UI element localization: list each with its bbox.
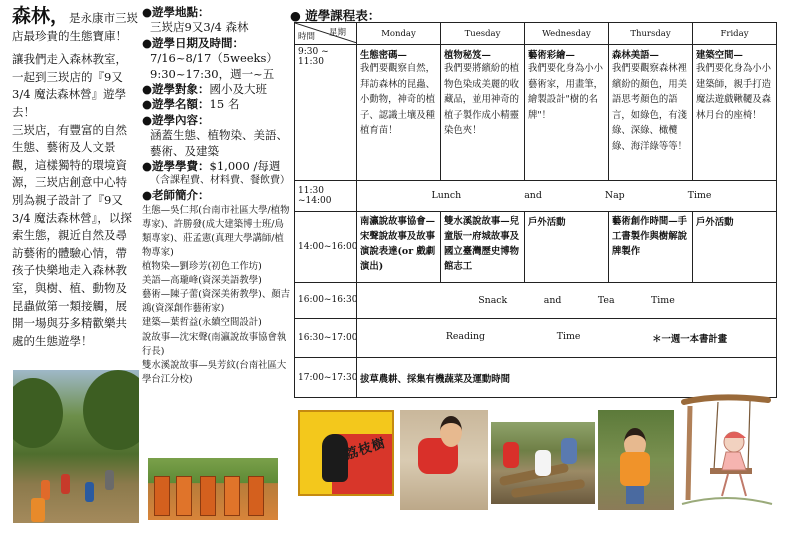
schedule-table <box>294 22 777 398</box>
fabric-strip <box>154 476 170 516</box>
day-header: Wednesday <box>525 23 609 45</box>
sign-text: 荔枝樹 <box>343 435 388 464</box>
intro-heading <box>12 5 139 45</box>
morning-row <box>295 45 777 181</box>
teacher-entry: 生態—吳仁邦(台南市社區大學/植物專家)、許勝發(成大建築博士班/鳥類專家)、莊孟憲(真理大學講師/植物專家) <box>142 204 290 258</box>
swing-illustration <box>678 392 774 510</box>
span-word: Snack <box>478 294 508 306</box>
info-value: 9:30~17:30，週一~五 <box>150 66 275 81</box>
intro-title: 森林， <box>12 5 70 27</box>
reading-note: ＊一週一本書計畫 <box>652 333 728 345</box>
intro-title-after: 是永康市三崁店最珍貴的生態寶庫！ <box>12 11 139 43</box>
schedule-title: ● 遊學課程表： <box>290 8 381 23</box>
tree-sign-photo <box>298 410 394 496</box>
corner-weekday: 星期 <box>328 28 346 38</box>
reading-row <box>295 318 777 358</box>
child-figure <box>503 442 519 468</box>
activity-cell: 戶外活動 <box>525 211 609 283</box>
time-cell: 16:00~16:30 <box>295 283 357 318</box>
activity-cell <box>693 45 777 181</box>
shirt-shape <box>620 452 650 486</box>
activity-title: 建築空間— <box>696 50 743 62</box>
teacher-entry: 說故事—沈宋聲(南瀛說故事協會執行長) <box>142 331 287 357</box>
corner-time: 時間 <box>298 32 316 43</box>
intro-paragraph-2: 三崁店，有豐富的自然生態、藝術及人文景觀，這樣獨特的環境資源，三崁店創意中心特別為親子設計了『9又3/4 魔法森林營』，以探索生態，親近自然及尋訪藝術的體驗心情，帶孩子快樂地走入森林教室，與樹、植、動物及昆蟲做第一類接觸，展開一場與芬多精歡樂共處的生態遊學！ <box>12 122 132 348</box>
span-word: Time <box>651 294 675 306</box>
info-item <box>142 36 292 51</box>
lunch-cell <box>357 180 777 211</box>
info-column <box>142 5 292 387</box>
activity-title: 藝術彩繪— <box>528 50 575 62</box>
woodwork-photo <box>491 422 595 504</box>
span-word: Lunch <box>431 190 462 202</box>
time-cell: 16:30~17:00 <box>295 318 357 358</box>
activity-cell <box>609 45 693 181</box>
teacher-entry: 藝術—陳子蕾(資深美術教學)、顏吉鴻(資深創作藝術家) <box>142 289 290 315</box>
teacher-entry: 植物染—劉珍芳(初色工作坊) <box>142 261 262 273</box>
info-value: 涵蓋生態、植物染、美語、藝術、及建築 <box>150 128 288 158</box>
teacher-entry: 美語—高瓏峰(資深美語教學) <box>142 275 262 287</box>
activity-cell <box>525 45 609 181</box>
girl-photo <box>598 410 674 510</box>
info-label: ●遊學對象： <box>142 82 210 97</box>
span-word: Nap <box>604 190 625 202</box>
day-header: Tuesday <box>441 23 525 45</box>
teachers-label: ●老師簡介： <box>142 188 210 203</box>
info-item <box>142 159 292 174</box>
activity-description: 我們要化身為小小建築師，親手打造魔法遊戲鞦韆及森林月台的座椅！ <box>696 63 772 121</box>
intro-paragraph-1: 讓我們走入森林教室，一起到三崁店的『9又3/4 魔法森林營』遊學去！ <box>12 52 127 119</box>
teacher-entry: 雙水溪說故事—吳芳紋(台南社區大學台江分校) <box>142 359 287 385</box>
info-item <box>142 82 292 97</box>
forest-photo <box>13 370 139 523</box>
time-cell: 9:30 ~ 11:30 <box>295 45 357 181</box>
info-value: 7/16~8/17（5weeks） <box>150 51 278 66</box>
child-figure <box>105 470 114 490</box>
child-figure <box>561 438 577 464</box>
activity-cell: 南瀛說故事協會—宋聲說故事及故事演說表達(or 戲劇演出) <box>357 211 441 283</box>
info-label: ●遊學地點： <box>142 5 210 19</box>
lunch-words <box>360 190 773 201</box>
fabric-strip <box>200 476 216 516</box>
cat-figure <box>322 434 348 482</box>
span-word: and <box>543 294 562 306</box>
info-item <box>142 97 292 112</box>
tree-shape <box>13 378 63 448</box>
info-value: 15 名 <box>209 97 240 112</box>
info-label: ●遊學學費： <box>142 159 210 174</box>
reading-cell <box>357 318 777 358</box>
snack-cell <box>357 283 777 318</box>
snack-words <box>360 295 773 306</box>
hammock-photo <box>148 458 278 520</box>
activity-cell <box>357 45 441 181</box>
activity-title: 生態密碼— <box>360 50 407 62</box>
lunch-row <box>295 180 777 211</box>
info-value: $1,000 /每週 <box>209 159 281 174</box>
fabric-strip <box>248 476 264 516</box>
activity-cell: 戶外活動 <box>693 211 777 283</box>
activity-description: 我們要觀察自然，拜訪森林的昆蟲、小動物，神奇的植子、認識土壤及種植育苗！ <box>360 63 436 137</box>
head-shape <box>440 416 462 447</box>
span-word: and <box>524 190 542 202</box>
activity-description: 我們要將繽紛的植物色染成美麗的收藏品，並用神奇的植子製作成小精靈染色夾！ <box>444 63 520 137</box>
time-cell: 14:00~16:00 <box>295 211 357 283</box>
span-word: Tea <box>597 294 615 306</box>
info-label: ●遊學內容： <box>142 112 210 127</box>
activity-cell <box>441 45 525 181</box>
activity-cell: 藝術創作時間—手工書製作與樹解說牌製作 <box>609 211 693 283</box>
day-header: Friday <box>693 23 777 45</box>
day-header: Monday <box>357 23 441 45</box>
boy-photo <box>400 410 488 510</box>
activity-cell: 雙水溪說故事—兒童版一府城故事及國立臺灣歷史博物館志工 <box>441 211 525 283</box>
info-value: （含課程費、材料費、餐飲費） <box>150 175 290 187</box>
log-shape <box>511 479 586 498</box>
child-figure <box>41 480 50 500</box>
final-activity-cell: 拔草農耕、採集有機蔬菜及運動時間 <box>357 358 777 398</box>
info-value: 國小及大班 <box>209 82 268 97</box>
span-word: Reading <box>445 330 486 342</box>
activity-description: 我們要觀察森林裡繽紛的顏色，用美語思考顏色的語言，如綠色，有淺綠、深綠、橄欖綠、海洋綠等等！ <box>612 63 688 152</box>
reading-words <box>360 331 773 345</box>
activity-title: 森林美語— <box>612 50 659 62</box>
span-word: Time <box>687 190 712 202</box>
child-figure <box>535 450 551 476</box>
activity-title: 植物秘笈— <box>444 50 491 62</box>
intro-column <box>12 5 139 350</box>
activity-description: 我們要化身為小小藝術家，用畫筆，繪製設計"樹的名牌"！ <box>528 63 604 121</box>
afternoon-row <box>295 211 777 283</box>
info-item <box>142 113 292 128</box>
schedule-header-row <box>295 23 777 45</box>
fabric-strip <box>176 476 192 516</box>
corner-cell <box>295 23 357 45</box>
legs-shape <box>626 486 644 504</box>
span-word: Time <box>556 330 581 342</box>
time-cell: 11:30 ~14:00 <box>295 180 357 211</box>
info-value: 三崁店9又3/4 森林 <box>150 20 249 35</box>
info-label: ●遊學日期及時間： <box>142 35 245 50</box>
info-label: ●遊學名額： <box>142 97 210 112</box>
tree-shape <box>83 370 139 450</box>
day-header: Thursday <box>609 23 693 45</box>
time-cell: 17:00~17:30 <box>295 358 357 398</box>
child-figure <box>31 498 45 522</box>
teacher-entry: 建築—葉哲益(永續空間設計) <box>142 317 262 329</box>
teacher-list <box>142 204 292 387</box>
child-figure <box>85 482 94 502</box>
fabric-strip <box>224 476 240 516</box>
info-item <box>142 5 292 20</box>
snack-row <box>295 283 777 318</box>
child-figure <box>61 474 70 494</box>
